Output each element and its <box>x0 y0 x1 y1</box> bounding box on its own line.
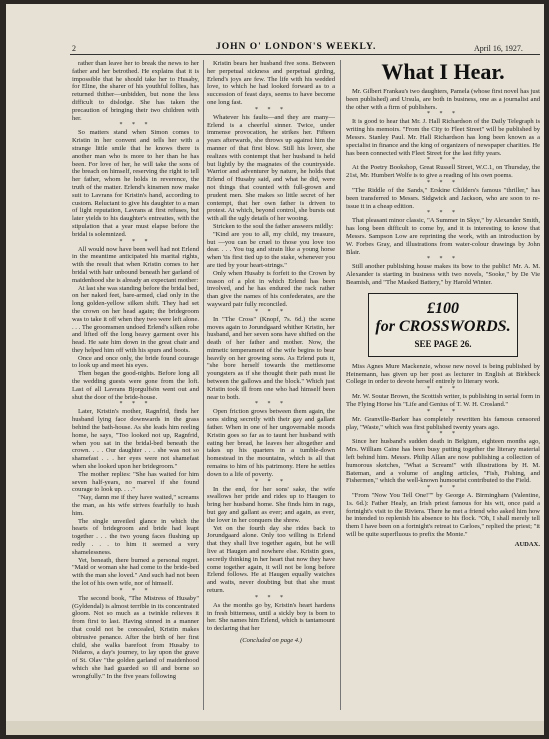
article-paragraph: At last she was standing before the bridal bed, on her naked feet, bare-armed, clad only in the long golden-yellow silken shift. They had set the crown on her head again; the bridegroom was to take it off when they two were left alone. . . . The groomsmen undoed Erlend's silken robe and lifted off the long heavy garment over his head. He sate him down in the great chair and they helped him off with his spurs and boots. <box>72 284 199 354</box>
article-column-1 <box>72 60 199 712</box>
article-paragraph: Only when Husaby is forfeit to the Crown by reason of a plot in which Erlend has been involved, and he has endured the rack rather than give the names of his confederates, are the wayward pair fully reconciled. <box>207 269 335 308</box>
newspaper-page <box>6 4 544 735</box>
article-paragraph: The single unveiled glance in which the hearts of bridegroom and bride had leapt together . . . the two young faces flushing up redly . . . to him it seemed a very shamelessness. <box>72 517 199 556</box>
article-paragraph: "Nay, damn me if they have waited," screams the man, as his wife strives fearfully to hush him. <box>72 494 199 517</box>
section-break: * * * <box>255 594 287 601</box>
section-break: * * * <box>427 210 459 217</box>
article-paragraph: As the months go by, Kristin's heart hardens in fresh bitterness, until a sickly boy is born to her. She names him Erlend, which is tantamount to declaring that her <box>207 601 335 633</box>
column-divider <box>340 60 341 710</box>
header-rule <box>70 54 540 55</box>
publication-title: JOHN O' LONDON'S WEEKLY. <box>216 42 377 52</box>
section-break: * * * <box>427 179 459 186</box>
article-paragraph: Once and once only, the bride found courage to look up and meet his eyes. <box>72 354 199 370</box>
news-item: Since her husband's sudden death in Belgium, eighteen months ago, Mrs. William Caine has been busy putting together the literary material left behind him. Messrs. Philip Allan are now publishing a collection of humorous sketches, "What a Scream!" with illustrations by H. M. Bateman, and a volume of angling articles, "Fish, Fishing, and Fishermen," which the well-known humourist contributed to the Field. <box>346 438 540 485</box>
columnist-signature: AUDAX. <box>514 540 540 548</box>
what-i-hear-column <box>346 60 540 720</box>
article-paragraph: Then began the good-nights. Before long all the wedding guests were gone from the loft. Last of all Lavrans Bjorgulfsön went out and shut the door of the bride-house. <box>72 370 199 401</box>
section-break: * * * <box>427 485 459 492</box>
column-divider <box>203 60 204 710</box>
news-item: Mr. W. Soutar Brown, the Scottish writer, is publishing in serial form in The Flying Horse his "Life and Genius of T. W. H. Crosland." <box>346 393 540 408</box>
article-paragraph: Stricken to the soul the father answers mildly: <box>213 222 334 230</box>
article-paragraph: Yet, beneath, there burned a personal regret. "Maid or woman she had come to the bride-bed with the man she loved." And such had not been the lot of his own wife, nor of himself. <box>72 556 199 587</box>
issue-date: April 16, 1927. <box>474 44 523 53</box>
article-paragraph: Kristin bears her husband five sons. Between her perpetual sickness and perpetual girding, Erlend's joys are few. The life with his wedded love, to which he had looked forward as to a succession of feast days, seems to have become one long fast. <box>207 60 335 106</box>
section-break: * * * <box>119 238 152 245</box>
article-paragraph: "Kind are you to all, my child, my treasure, but —you can be cruel to those you love too dear. . . . You tug and strain like a young horse when 'tis first tied up to the stake, whenever you are tied by your heart-strings." <box>207 230 335 269</box>
section-break: * * * <box>427 157 459 164</box>
article-paragraph: Yet on the fourth day she rides back to Jorundgaard alone. Only too willing is Erlend that they shall live together again, but he will live at Haugen and nowhere else. Kristin goes, secretly thinking in her heart that now they have come together again, it will not be long before Erlend follows. He at Haugen equally watches and waits, never doubting but that she must return. <box>207 524 335 594</box>
article-paragraph: In "The Cross" (Knopf, 7s. 6d.) the scene moves again to Jorundgaard whither Kristin, her husband, and her seven sons have shifted on the death of her father and mother. Now, the mimetic temperament of the wife begins to bear heavily on her growing sons. As Erlend puts it, "she bore herself towards the mettlesome youngsters as if she thought their path must lie between the gallows and the block." Which just Kristin took ill from one who had himself been near to both. <box>207 315 335 401</box>
news-item: That pleasant minor classic, "A Summer in Skye," by Alexander Smith, has long been difficult to come by, and it is interesting to know that Messrs. Sampson Low are reprinting the work, with an introduction by W. Forbes Gray, and illustrations from water-colour drawings by John Blair. <box>346 217 540 256</box>
section-break: * * * <box>427 256 459 263</box>
article-paragraph: The mother replies: "She has waited for him seven half-years, no marvel if she found courage to look up. . . ." <box>72 470 199 494</box>
page-bottom-margin <box>6 721 544 735</box>
ad-prize: £100 <box>427 299 459 317</box>
column-heading: What I Hear. <box>381 60 505 84</box>
ad-page-reference: SEE PAGE 26. <box>414 338 472 349</box>
ad-headline: for CROSSWORDS. <box>375 317 511 335</box>
article-paragraph: The second book, "The Mistress of Husaby" (Gyldendal) is almost terrible in its concentrated gloom. Not so much as a twinkle relieves it from first to last. Having sinned in a manner that could not be concealed, Kristin makes obtrusive penance. After the birth of her first child, she walks barefoot from Husaby to Nidaros, a day's journey, to lay upon the grave of St. Olav "the golden garland of maidenhood which she had guarded so ill and borne so wrongfully." In the five years following <box>72 594 199 680</box>
article-paragraph: rather than leave her to break the news to her father and her betrothed. He explains that it is impossible that he should take her to Husaby, for Eline, the sharer of his youthful follies, has returned thither—unbidden, but none the less difficult to dislodge. She has taken the precaution of bringing their two children with her. <box>72 60 199 122</box>
section-break: * * * <box>255 478 287 485</box>
news-item: "From "Now You Tell One!"" by George A. Birmingham (Valentine, 1s. 6d.): Father Healy, an Irish priest famous for his wit, once paid a fortnight's visit to the Riviera. There he met a friend who asked him how he intended to replenish his absence to his flock. "Oh, I shall merely tell them I have been on a fortnight's retreat to Carloes," replied the priest; "it will be quite superfluous to prefix the Monte." <box>346 492 540 539</box>
news-item: It is good to hear that Mr. J. Hall Richardson of the Daily Telegraph is writing his memoirs. "From the City to Fleet Street" will be published by Messrs. Stanley Paul. Mr. Hall Richardson has long been known as a specialist in finance and the king of organizers of newspaper charities. He has been connected with Fleet Street for the last fifty years. <box>346 118 540 157</box>
crossword-advertisement <box>368 293 518 357</box>
news-item: Mr. Gilbert Frankau's two daughters, Pamela (whose first novel has just been published) and Ursula, are both in business, one as a journalist and the other with a firm of publishers. <box>346 88 540 111</box>
section-break: * * * <box>119 587 152 594</box>
news-item: Still another publishing house makes its bow to the public! Mr. A. M. Alexander is starting in business with two novels, "Sooke," by De Vie Beamish, and "The Masked Battery," by Harold Winter. <box>346 263 540 286</box>
page-number: 2 <box>72 44 76 53</box>
section-break: * * * <box>427 431 459 438</box>
continuation-note: (Concluded on page 4.) <box>240 636 302 644</box>
section-break: * * * <box>255 308 287 315</box>
news-item: Mr. Granville-Barker has completely rewritten his famous censored play, "Waste," which was first published twenty years ago. <box>346 415 540 431</box>
article-paragraph: Whatever his faults—and they are many—Erlend is a cheerful sinner. Twice, under immense provocation, he strikes her. Fifteen years afterwards, she throws up against him the manner of that first blow. Still his lover, she realizes with contempt that her husband is held but lightly by the magnates of the countryside. Warrior and adventurer by nature, he holds that Erlend of Husaby said, and what he did, were not things that counted with full-grown and prudent men. She makes so little secret of her contempt, that her own father is driven to protest. At which, beyond control, she bursts out with all the ugly details of her wooing. <box>207 113 335 223</box>
article-paragraph: Open friction grows between them again, the sons siding secretly with their gay and gallant father. When in one of her ungovernable moods Kristin goes so far as to taunt her husband with eating her bread, he leaves her altogether and takes up his quarters in a tumble-down homestead in the mountains, which is all that remains to him of his patrimony. Here he settles down to a life of poverty. <box>207 408 335 478</box>
page-header <box>6 4 544 53</box>
article-paragraph: In the end, for her sons' sake, the wife swallows her pride and rides up to Haugen to bring her husband home. She finds him in rags, but gay and gallant as ever; and again, as ever, the lover in her conquers the shrew. <box>207 485 335 524</box>
section-break: * * * <box>427 386 459 393</box>
section-break: * * * <box>119 401 152 408</box>
section-break: * * * <box>119 122 152 129</box>
article-paragraph: All would now have been well had not Erlend in the meantime anticipated his marital rights, with the result that when Kristin comes to her bridal with hair unbound beneath her garland of maidenhood she is already an expectant mother: <box>72 245 199 284</box>
section-break: * * * <box>255 401 287 408</box>
news-item: "The Riddle of the Sands," Erskine Childers's famous "thriller," has been transferred to Messrs. Sidgwick and Jackson, who are soon to re-issue it in a cheap edition. <box>346 186 540 210</box>
article-paragraph: So matters stand when Simon comes to Kristin in her convent and tells her with a strange little smile that he knows there is another man who is more to her than he has been. For love of her, he will take the sons of the breach on himself, reserving the right to tell her father, whom he holds in reverence, the truth of the matter. Erlend's kinsmen now make suit to Lavrans for Kristin's hand, according to custom. Reluctant to give his daughter to a man of light reputation, Lavrans at first refuses, but later yields to his daughter's entreaties, with the stipulation that a year must elapse before the bridal is solemnized. <box>72 129 199 238</box>
article-column-2 <box>207 60 335 710</box>
section-break: * * * <box>427 408 459 415</box>
news-item: Miss Agnes Mure Mackenzie, whose new novel is being published by Heinemann, has given up her post as lecturer in English at Birkbeck College in order to devote herself entirely to literary work. <box>346 362 540 386</box>
section-break: * * * <box>427 111 459 118</box>
section-break: * * * <box>255 106 287 113</box>
article-paragraph: Later, Kristin's mother, Ragnfrid, finds her husband lying face downwards in the grass behind the bath-house. As she leads him reeling home, he says, "Too looked not up, Ragnfrid, when you sat in the bridal-bed beneath the crown. . . . Our daughter . . . she was not so shamefast . . . her eyes were not shamefast when she looked upon her bridegroom." <box>72 408 199 471</box>
news-item: At the Poetry Bookshop, Great Russell Street, W.C.1, on Thursday, the 21st, Mr. Humbert Wolfe is to give a reading of his own poems. <box>346 164 540 180</box>
